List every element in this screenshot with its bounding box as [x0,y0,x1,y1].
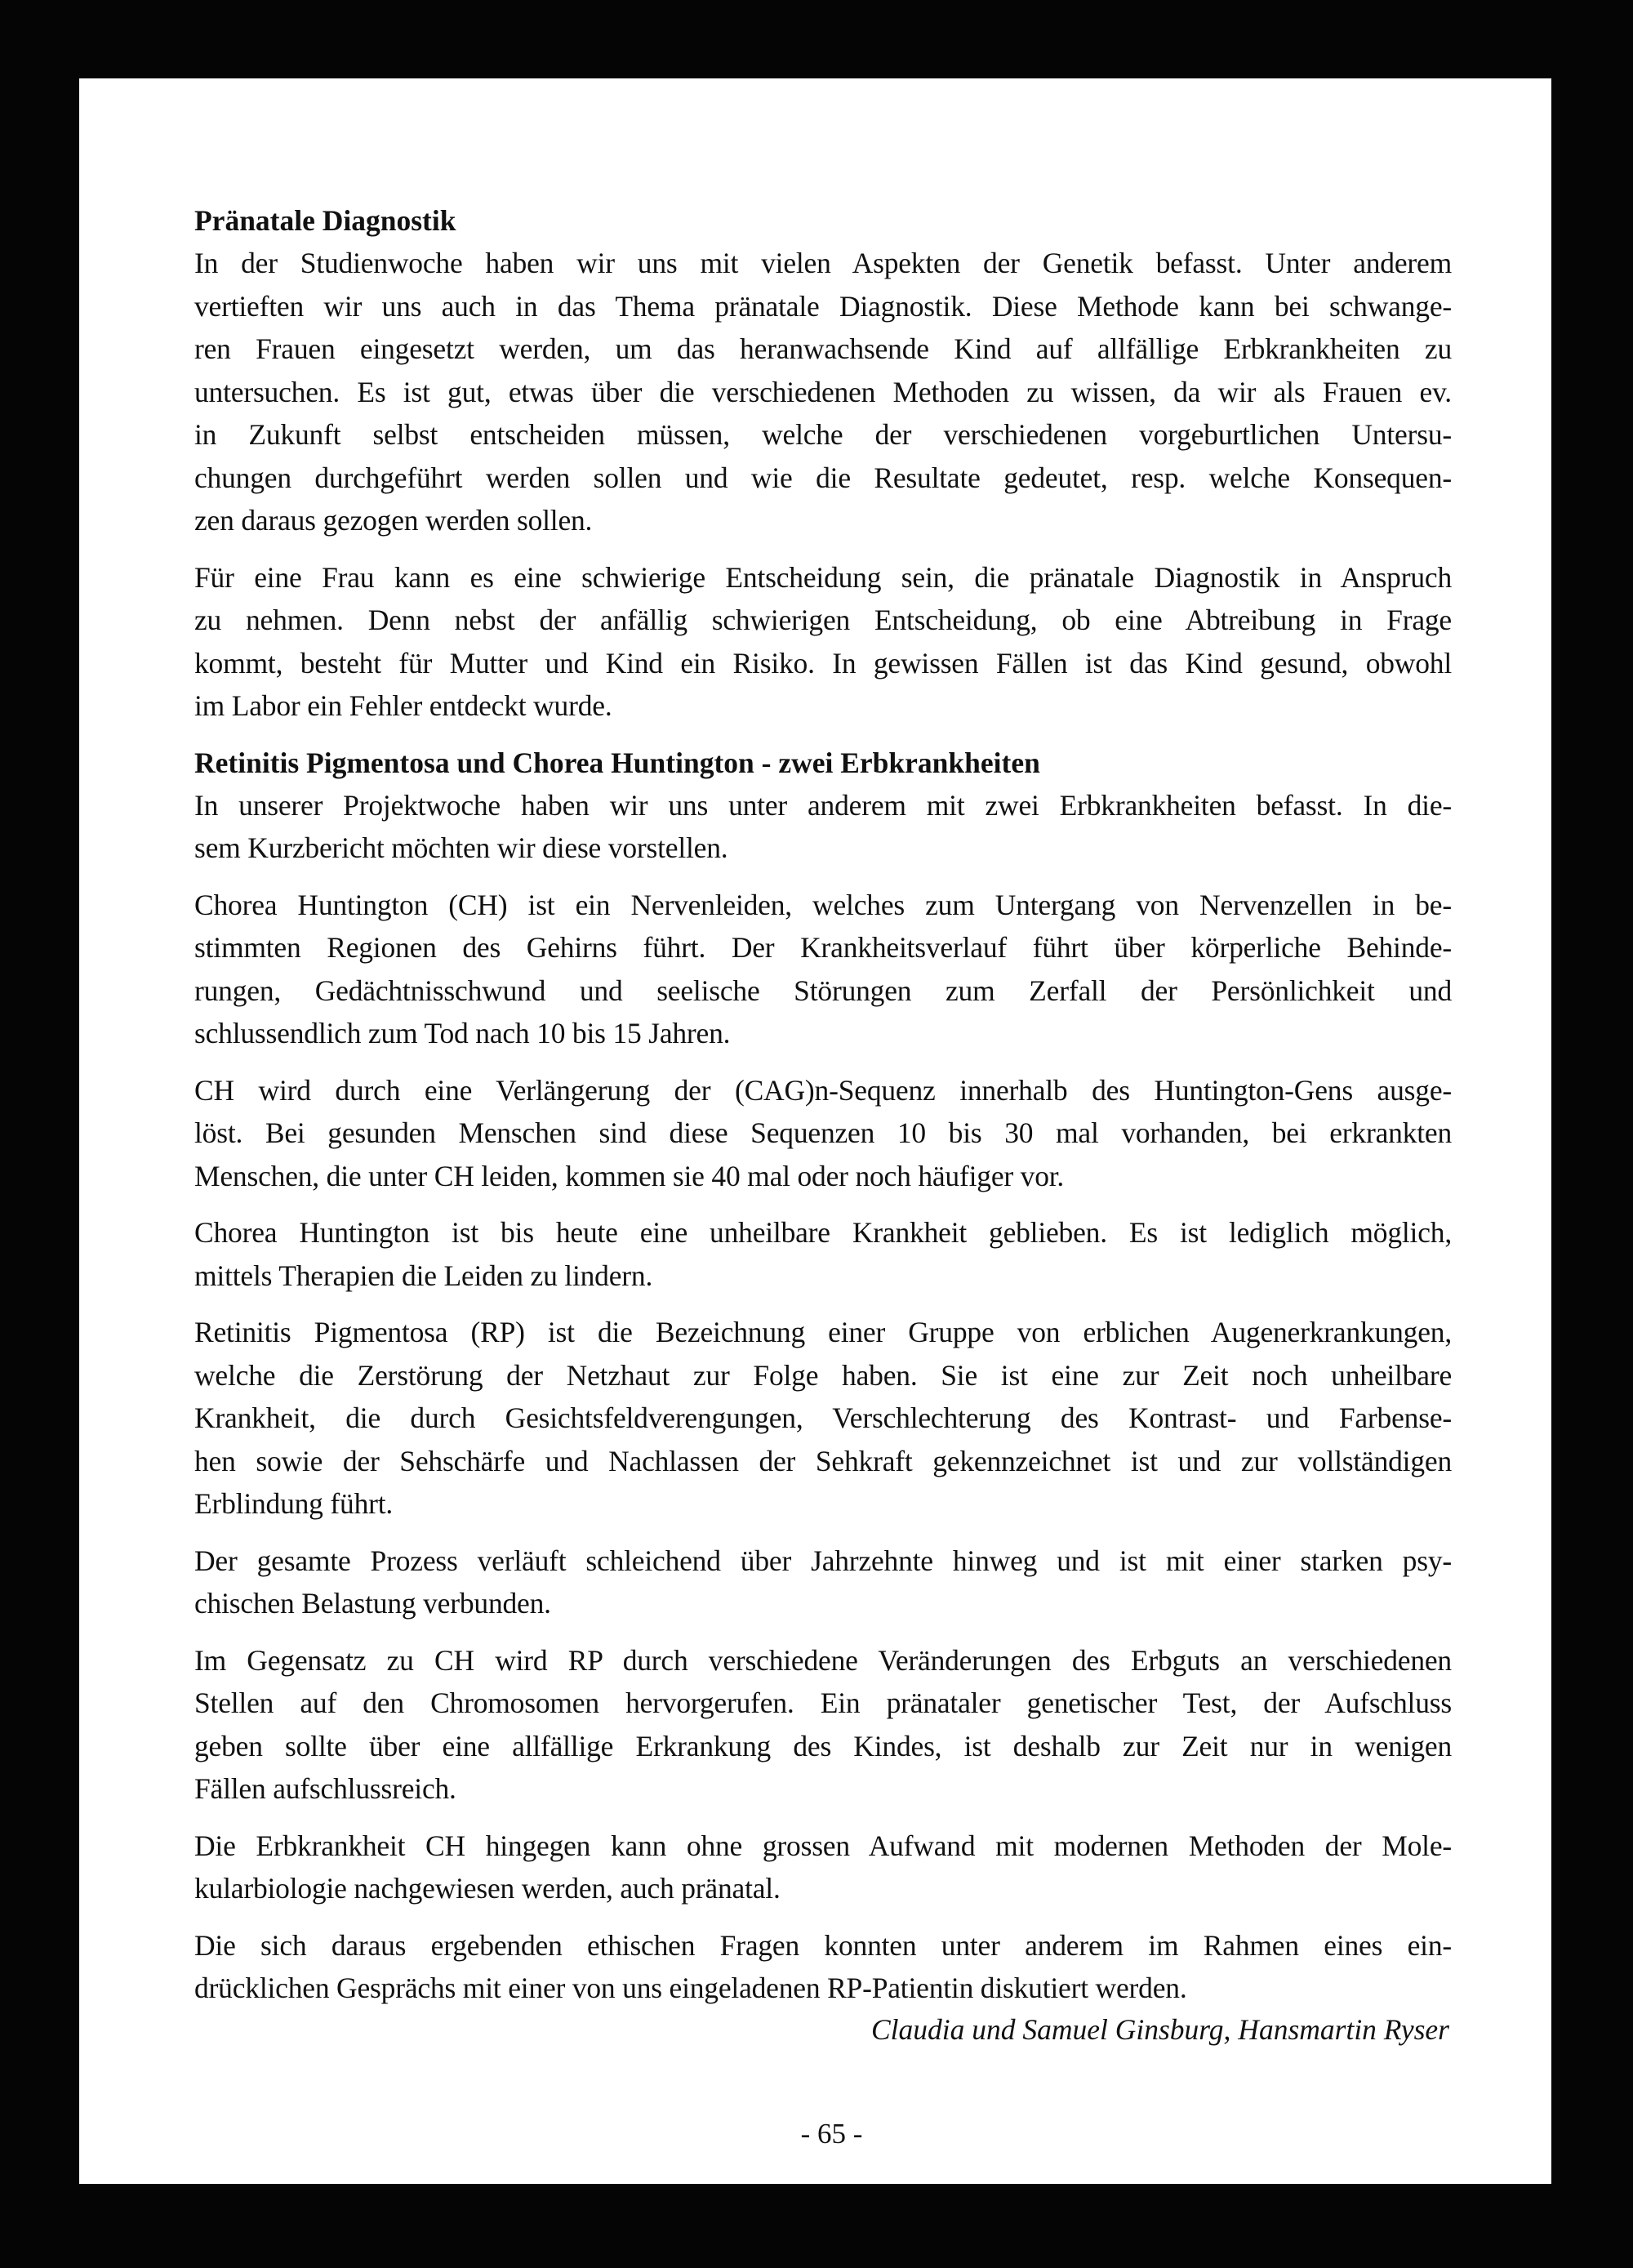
text-line: chischen Belastung verbunden. [194,1587,551,1620]
text-line: chungen durchgeführt werden sollen und wie die Resultate gedeutet, resp. welche Konsequen- [194,461,1452,494]
text-line: Chorea Huntington ist bis heute eine unheilbare Krankheit geblieben. Es ist lediglich möglich, [194,1216,1452,1249]
text-line: hen sowie der Sehschärfe und Nachlassen der Sehkraft gekennzeichnet ist und zur vollständigen [194,1444,1452,1477]
paragraph [194,1539,1452,1625]
text-line: mittels Therapien die Leiden zu lindern. [194,1259,653,1292]
page-number: - 65 - [800,2118,863,2150]
text-line: Krankheit, die durch Gesichtsfeldverengungen, Verschlechterung des Kontrast- und Farbense- [194,1401,1452,1434]
text-line: löst. Bei gesunden Menschen sind diese Sequenzen 10 bis 30 mal vorhanden, bei erkrankten [194,1116,1452,1149]
text-line: rungen, Gedächtnisschwund und seelische Störungen zum Zerfall der Persönlichkeit und [194,974,1452,1007]
paragraph [194,1069,1452,1198]
paragraph [194,1825,1452,1910]
paragraph [194,1639,1452,1811]
text-line: geben sollte über eine allfällige Erkrankung des Kindes, ist deshalb zur Zeit nur in wenigen [194,1729,1452,1762]
paragraph [194,784,1452,870]
text-line: sem Kurzbericht möchten wir diese vorstellen. [194,831,728,864]
text-line: welche die Zerstörung der Netzhaut zur Folge haben. Sie ist eine zur Zeit noch unheilbare [194,1358,1452,1392]
paragraph [194,1924,1452,2010]
paragraph [194,1211,1452,1297]
text-line: Retinitis Pigmentosa (RP) ist die Bezeichnung einer Gruppe von erblichen Augenerkrankungen, [194,1316,1452,1348]
text-line: Erblindung führt. [194,1487,394,1520]
author-signature: Claudia und Samuel Ginsburg, Hansmartin Ryser [870,2012,1449,2046]
paragraph [194,1311,1452,1526]
text-line: schlussendlich zum Tod nach 10 bis 15 Jahren. [194,1017,731,1049]
text-line: kularbiologie nachgewiesen werden, auch pränatal. [194,1872,781,1905]
text-line: Für eine Frau kann es eine schwierige Entscheidung sein, die pränatale Diagnostik in Anspruch [194,560,1452,594]
page-content [194,199,1452,2051]
text-line: zu nehmen. Denn nebst der anfällig schwierigen Entscheidung, ob eine Abtreibung in Frage [194,604,1452,636]
text-line: ren Frauen eingesetzt werden, um das heranwachsende Kind auf allfällige Erbkrankheiten zu [194,332,1452,365]
section-heading-praenatale-diagnostik: Pränatale Diagnostik [194,204,456,237]
text-line: drücklichen Gesprächs mit einer von uns eingeladenen RP-Patientin diskutiert werden. [194,1972,1187,2004]
paragraph [194,884,1452,1055]
paragraph [194,242,1452,542]
text-line: vertieften wir uns auch in das Thema pränatale Diagnostik. Diese Methode kann bei schwange- [194,289,1452,323]
text-line: In der Studienwoche haben wir uns mit vielen Aspekten der Genetik befasst. Unter anderem [194,247,1452,279]
text-line: CH wird durch eine Verlängerung der (CAG)n-Sequenz innerhalb des Huntington-Gens ausge- [194,1073,1452,1107]
text-line: Menschen, die unter CH leiden, kommen sie 40 mal oder noch häufiger vor. [194,1159,1065,1192]
text-line: kommt, besteht für Mutter und Kind ein Risiko. In gewissen Fällen ist das Kind gesund, obwohl [194,646,1452,680]
text-line: Die Erbkrankheit CH hingegen kann ohne grossen Aufwand mit modernen Methoden der Mole- [194,1829,1452,1862]
text-line: Chorea Huntington (CH) ist ein Nervenleiden, welches zum Untergang von Nervenzellen in be- [194,888,1452,921]
text-line: Die sich daraus ergebenden ethischen Fragen konnten unter anderem im Rahmen eines ein- [194,1928,1452,1962]
text-line: Stellen auf den Chromosomen hervorgerufen. Ein pränataler genetischer Test, der Aufschluss [194,1687,1452,1719]
text-line: Der gesamte Prozess verläuft schleichend über Jahrzehnte hinweg und ist mit einer starken psy- [194,1544,1452,1577]
text-line: untersuchen. Es ist gut, etwas über die verschiedenen Methoden zu wissen, da wir als Frauen ev. [194,375,1452,408]
section-heading-erbkrankheiten: Retinitis Pigmentosa und Chorea Huntington - zwei Erbkrankheiten [194,746,1040,779]
text-line: zen daraus gezogen werden sollen. [194,504,593,537]
text-line: Fällen aufschlussreich. [194,1772,456,1805]
text-line: in Zukunft selbst entscheiden müssen, welche der verschiedenen vorgeburtlichen Untersu- [194,418,1452,451]
text-line: stimmten Regionen des Gehirns führt. Der Krankheitsverlauf führt über körperliche Behinde- [194,931,1452,964]
text-line: In unserer Projektwoche haben wir uns unter anderem mit zwei Erbkrankheiten befasst. In die- [194,788,1452,822]
text-line: Im Gegensatz zu CH wird RP durch verschiedene Veränderungen des Erbguts an verschiedenen [194,1643,1452,1677]
paragraph [194,556,1452,728]
text-line: im Labor ein Fehler entdeckt wurde. [194,689,612,722]
document-page [79,78,1551,2184]
